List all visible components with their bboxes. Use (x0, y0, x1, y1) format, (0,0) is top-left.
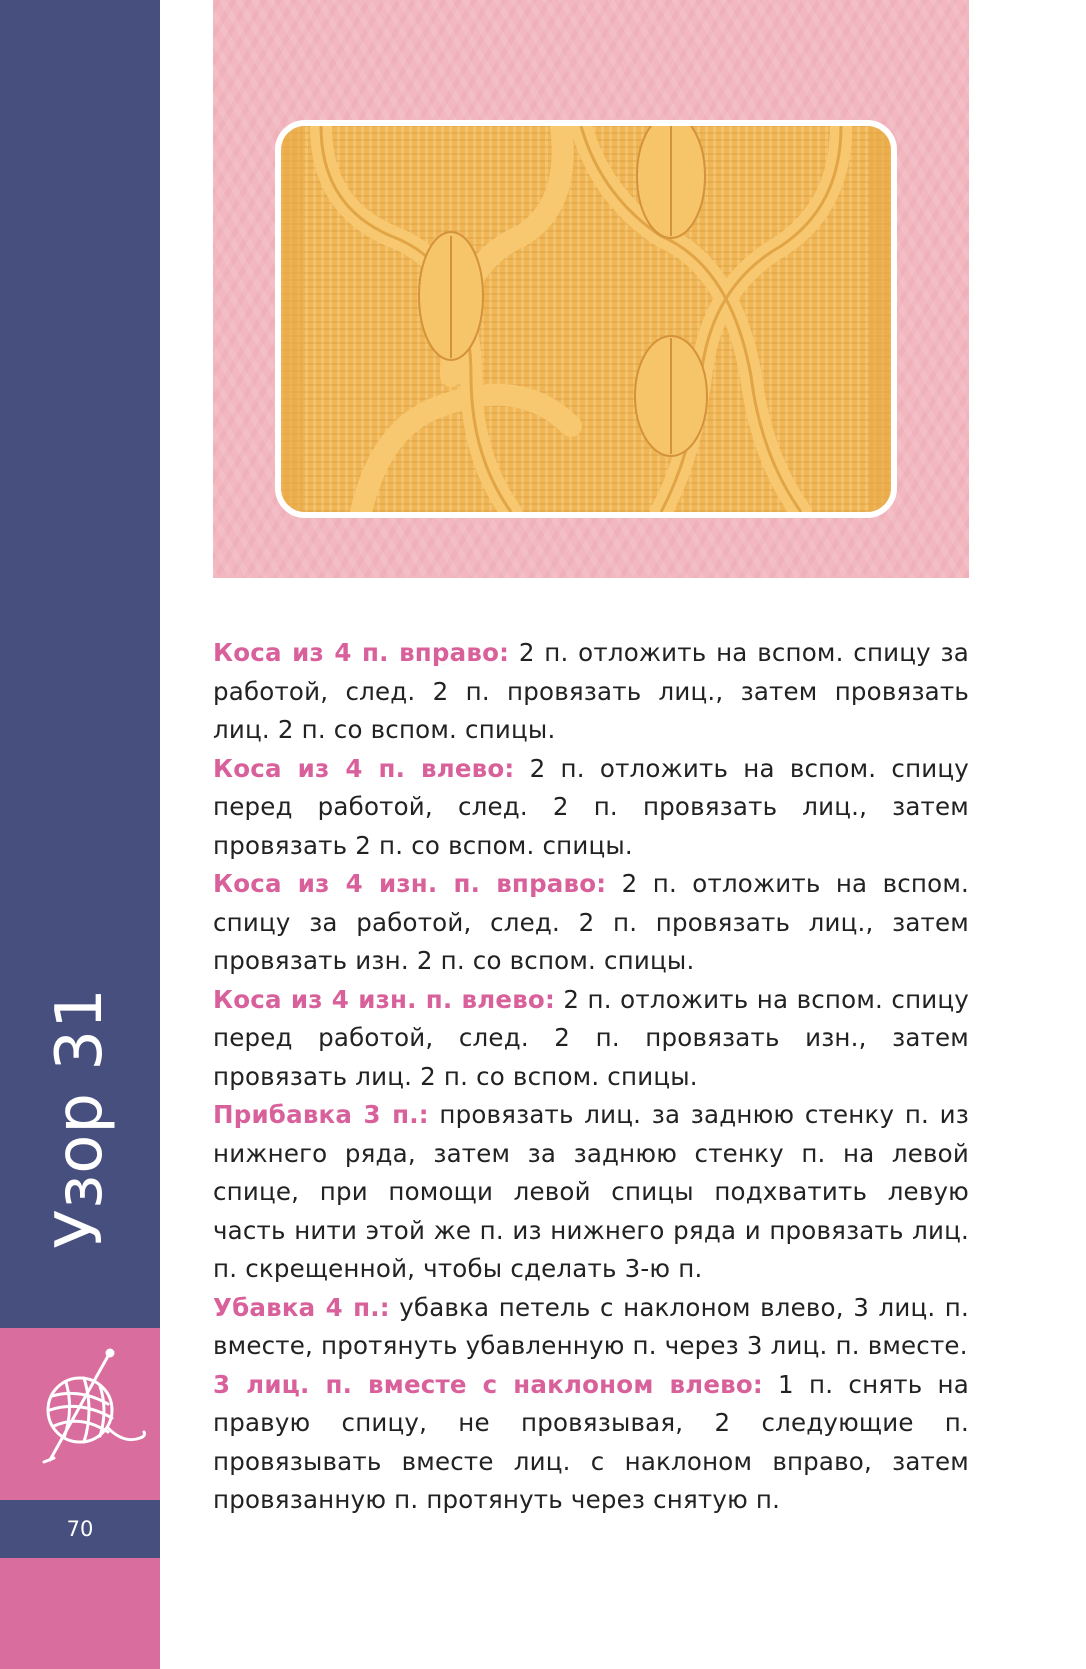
knit-sample-closeup (275, 120, 897, 518)
instruction-term: Коса из 4 изн. п. вправо: (213, 869, 607, 898)
instruction-text: 1 п. снять на правую спицу, не провязывая, 2 следующие п. провязывать вместе лиц. с наклоном вправо, затем провязанную п. протянуть через снятую п. (213, 1369, 969, 1514)
knit-sample-photo (213, 0, 969, 578)
instruction-text: 2 п. отложить на вспом. спицу перед работой, след. 2 п. провязать лиц., затем провязать 2 п. со вспом. спицы. (213, 753, 970, 860)
sidebar-title-band (0, 0, 160, 1328)
instruction-term: Прибавка 3 п.: (213, 1100, 429, 1129)
page-number: 70 (0, 1500, 160, 1558)
sidebar (0, 0, 160, 1669)
instruction-text: 2 п. отложить на вспом. спицу за работой, след. 2 п. провязать лиц., затем провязать изн. 2 п. со вспом. спицы. (213, 869, 969, 975)
instructions (213, 634, 969, 1520)
instruction-entry (213, 1366, 969, 1520)
instruction-entry (213, 981, 969, 1097)
instruction-term: Коса из 4 п. вправо: (213, 638, 510, 667)
instruction-entry (213, 750, 969, 866)
instruction-entry (213, 1096, 969, 1289)
instruction-term: Коса из 4 п. влево: (213, 753, 515, 783)
instruction-term: Коса из 4 изн. п. влево: (213, 984, 555, 1014)
yarn-ball-needle-icon (28, 1348, 148, 1478)
pattern-title: Узор 31 (43, 987, 117, 1249)
instruction-text: провязать лиц. за заднюю стенку п. из нижнего ряда, затем за заднюю стенку п. на левой спице, при помощи левой спицы подхватить левую часть нити этой же п. из нижнего ряда и провязать лиц. п. скрещенной, чтобы сделать 3-ю п. (213, 1100, 970, 1283)
instruction-entry (213, 634, 969, 750)
sidebar-footer-band (0, 1558, 160, 1669)
instruction-term: Убавка 4 п.: (213, 1292, 390, 1322)
instruction-term: 3 лиц. п. вместе с наклоном влево: (213, 1369, 763, 1399)
cable-pattern-illustration (281, 126, 891, 512)
instruction-text: 2 п. отложить на вспом. спицу за работой, след. 2 п. провязать лиц., затем провязать лиц. 2 п. со вспом. спицы. (213, 638, 969, 744)
instruction-entry (213, 1289, 969, 1366)
instruction-text: 2 п. отложить на вспом. спицу перед работой, след. 2 п. провязать изн., затем провязать лиц. 2 п. со вспом. спицы. (213, 984, 969, 1091)
instruction-text: убавка петель с наклоном влево, 3 лиц. п. вместе, протянуть убавленную п. через 3 лиц. п. вместе. (213, 1292, 969, 1360)
sidebar-icon-band (0, 1328, 160, 1500)
instruction-entry (213, 865, 969, 981)
